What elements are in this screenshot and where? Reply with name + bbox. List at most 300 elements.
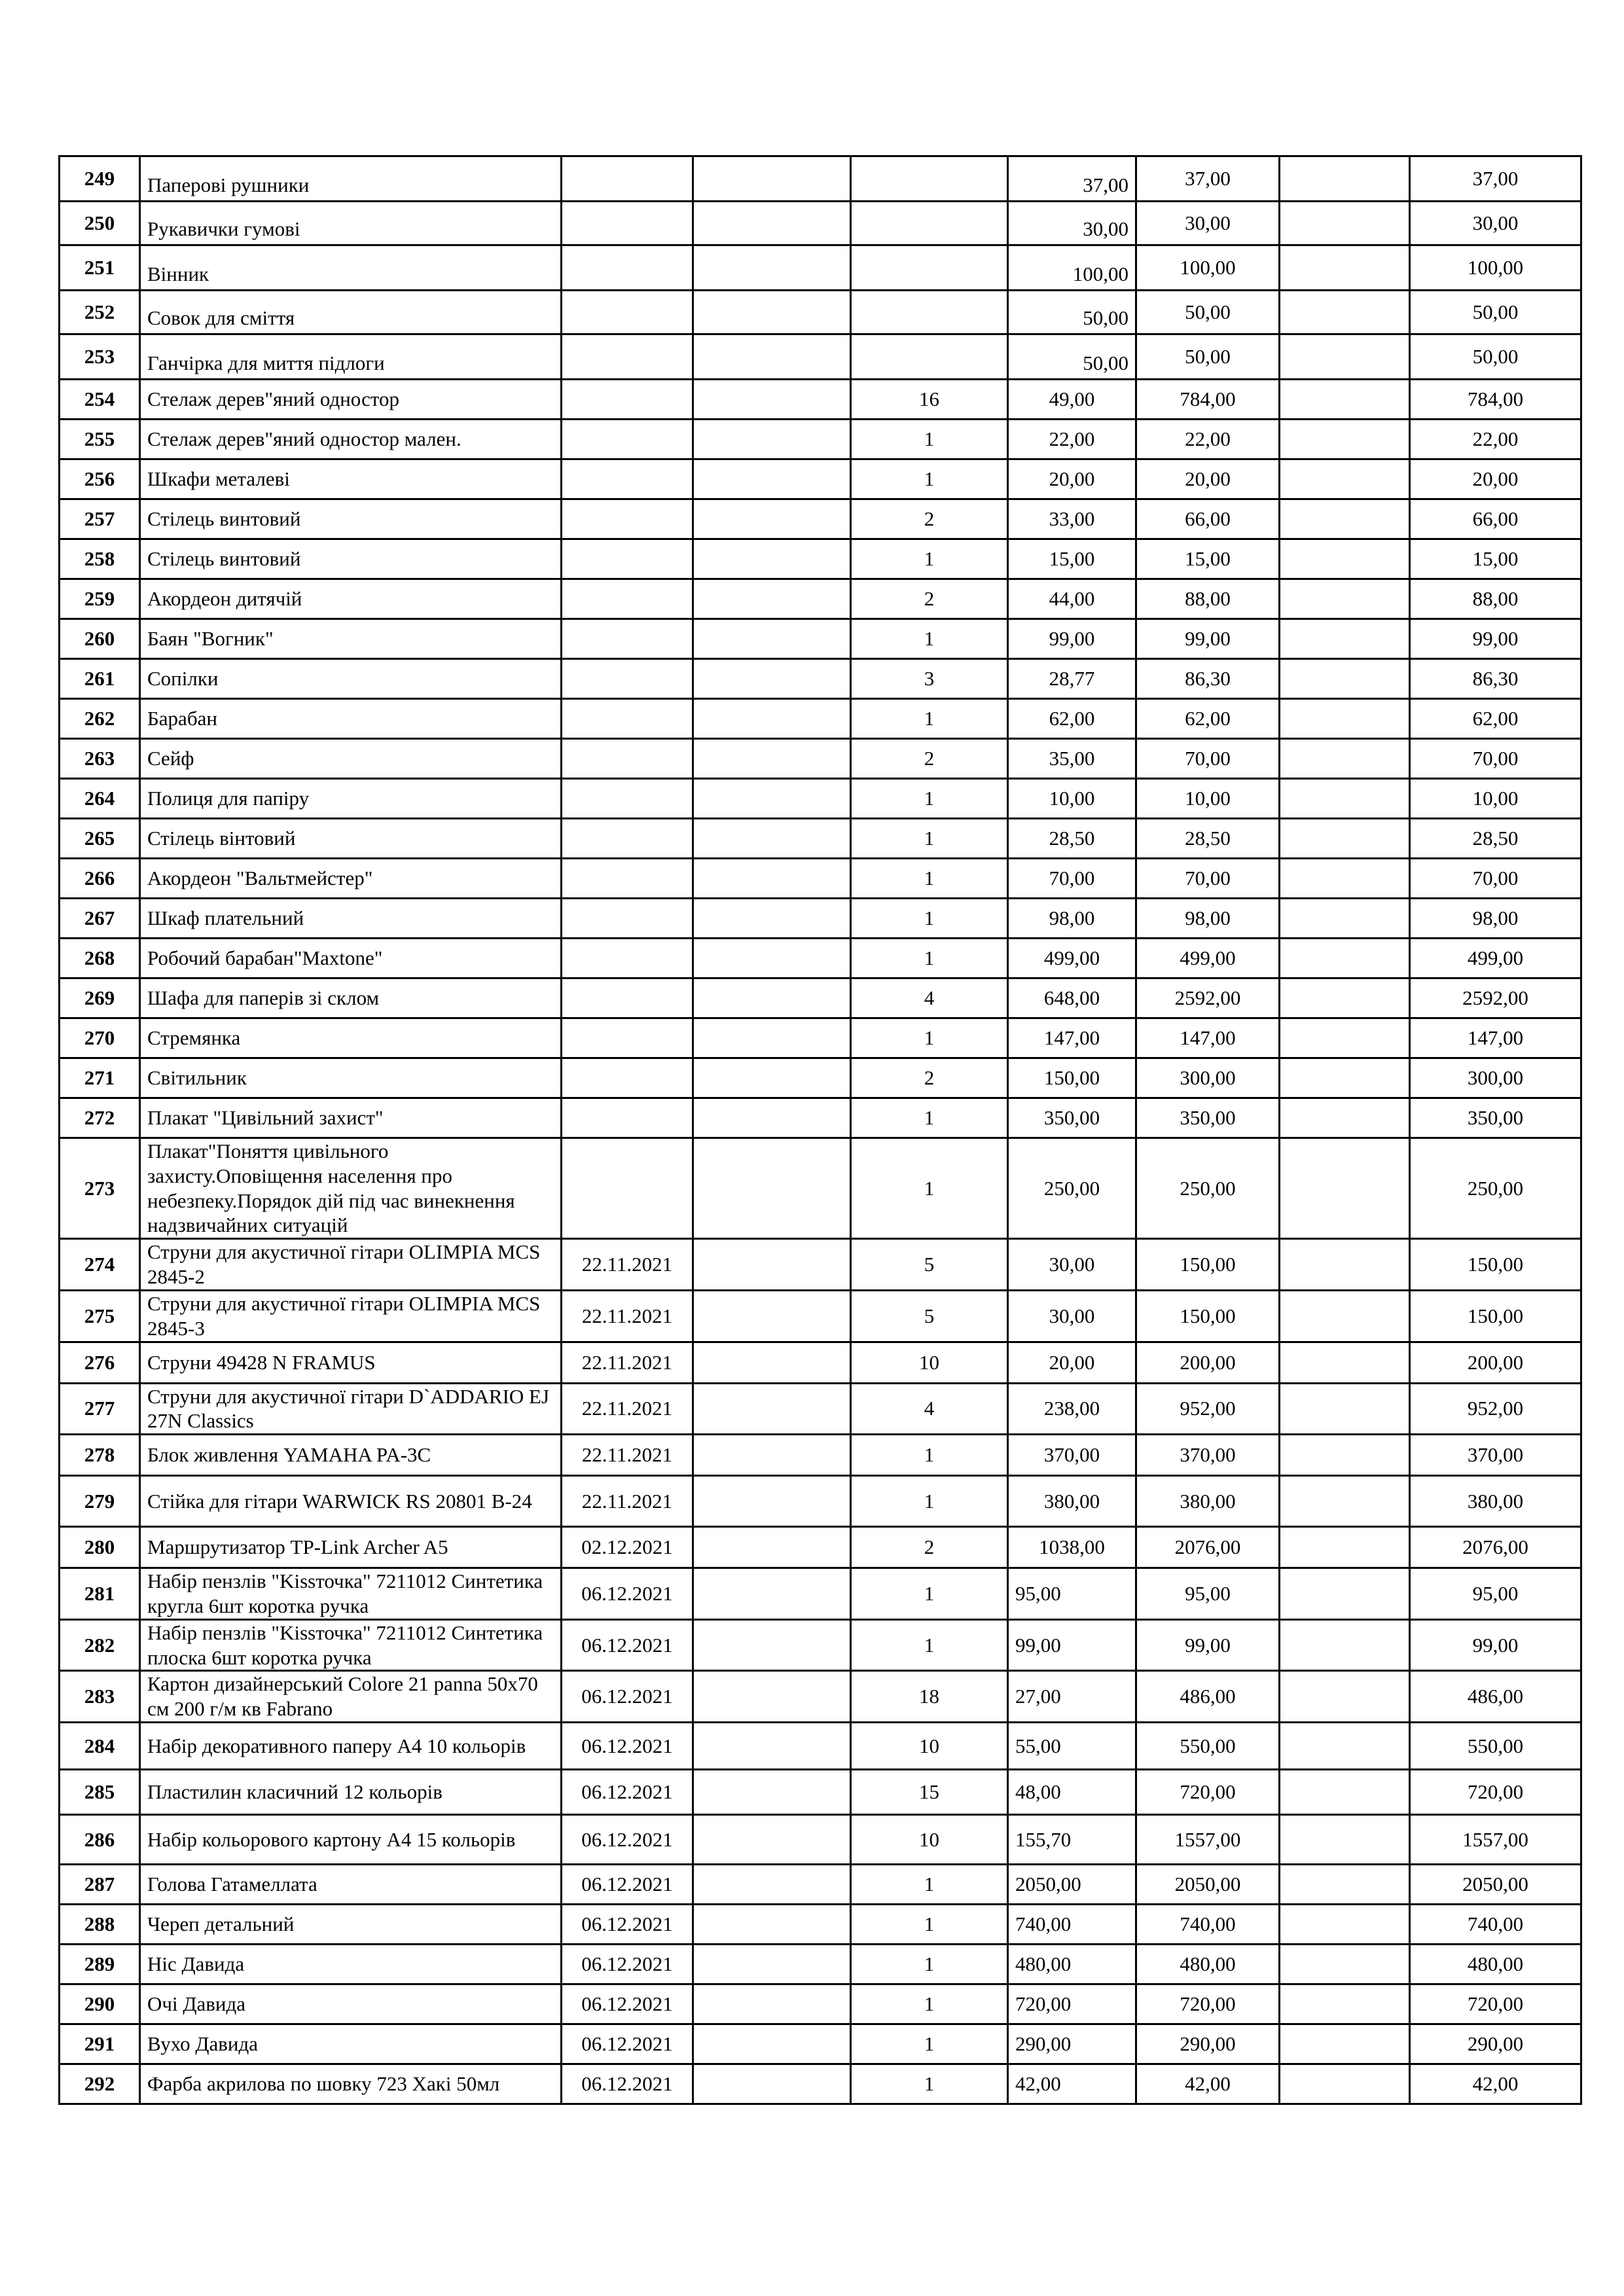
item-name: Стілець винтовий (140, 539, 562, 579)
empty-cell (693, 1058, 851, 1098)
unit-price: 100,00 (1008, 245, 1136, 291)
empty-cell (693, 739, 851, 779)
sum: 720,00 (1136, 1770, 1280, 1815)
empty-cell (1280, 819, 1410, 859)
unit-price: 30,00 (1008, 1239, 1136, 1291)
total: 70,00 (1410, 859, 1581, 899)
sum: 150,00 (1136, 1239, 1280, 1291)
table-row (60, 1342, 1581, 1383)
row-number: 265 (60, 819, 140, 859)
item-name: Маршрутизатор TP-Link Archer A5 (140, 1527, 562, 1568)
empty-cell (1280, 1723, 1410, 1770)
empty-cell (693, 1290, 851, 1342)
empty-cell (1280, 1568, 1410, 1620)
empty-cell (1280, 380, 1410, 420)
empty-cell (1280, 1435, 1410, 1476)
item-name: Стілець вінтовий (140, 819, 562, 859)
table-row (60, 1723, 1581, 1770)
date (562, 1058, 693, 1098)
empty-cell (1280, 1984, 1410, 2024)
quantity: 1 (851, 420, 1008, 459)
empty-cell (1280, 699, 1410, 739)
unit-price: 290,00 (1008, 2024, 1136, 2064)
item-name: Вінник (140, 245, 562, 291)
row-number: 283 (60, 1671, 140, 1723)
empty-cell (1280, 1098, 1410, 1138)
empty-cell (1280, 1815, 1410, 1865)
unit-price: 70,00 (1008, 859, 1136, 899)
unit-price: 95,00 (1008, 1568, 1136, 1620)
item-name: Совок для сміття (140, 291, 562, 334)
empty-cell (1280, 978, 1410, 1018)
unit-price: 50,00 (1008, 334, 1136, 380)
empty-cell (1280, 499, 1410, 539)
unit-price: 480,00 (1008, 1945, 1136, 1984)
quantity: 1 (851, 1568, 1008, 1620)
row-number: 264 (60, 779, 140, 819)
row-number: 252 (60, 291, 140, 334)
empty-cell (693, 539, 851, 579)
row-number: 276 (60, 1342, 140, 1383)
total: 2076,00 (1410, 1527, 1581, 1568)
empty-cell (693, 899, 851, 939)
item-name: Череп детальний (140, 1905, 562, 1945)
item-name: Вухо Давида (140, 2024, 562, 2064)
total: 150,00 (1410, 1290, 1581, 1342)
row-number: 266 (60, 859, 140, 899)
row-number: 288 (60, 1905, 140, 1945)
total: 147,00 (1410, 1018, 1581, 1058)
date: 06.12.2021 (562, 1945, 693, 1984)
sum: 250,00 (1136, 1138, 1280, 1239)
unit-price: 33,00 (1008, 499, 1136, 539)
quantity: 2 (851, 1527, 1008, 1568)
table-row (60, 380, 1581, 420)
empty-cell (1280, 420, 1410, 459)
total: 740,00 (1410, 1905, 1581, 1945)
date (562, 739, 693, 779)
sum: 290,00 (1136, 2024, 1280, 2064)
quantity: 4 (851, 978, 1008, 1018)
date (562, 245, 693, 291)
empty-cell (693, 1527, 851, 1568)
row-number: 271 (60, 1058, 140, 1098)
quantity: 1 (851, 1984, 1008, 2024)
unit-price: 15,00 (1008, 539, 1136, 579)
item-name: Робочий барабан"Maxtone" (140, 939, 562, 978)
item-name: Струни 49428 N FRAMUS (140, 1342, 562, 1383)
row-number: 261 (60, 659, 140, 699)
empty-cell (1280, 939, 1410, 978)
item-name: Стелаж дерев"яний одностор мален. (140, 420, 562, 459)
empty-cell (1280, 899, 1410, 939)
sum: 15,00 (1136, 539, 1280, 579)
total: 150,00 (1410, 1239, 1581, 1291)
quantity: 1 (851, 2024, 1008, 2064)
item-name: Барабан (140, 699, 562, 739)
row-number: 289 (60, 1945, 140, 1984)
total: 88,00 (1410, 579, 1581, 619)
row-number: 280 (60, 1527, 140, 1568)
empty-cell (693, 659, 851, 699)
sum: 300,00 (1136, 1058, 1280, 1098)
empty-cell (1280, 659, 1410, 699)
item-name: Акордеон "Вальтмейстер" (140, 859, 562, 899)
total: 952,00 (1410, 1383, 1581, 1435)
empty-cell (693, 1018, 851, 1058)
row-number: 278 (60, 1435, 140, 1476)
table-row (60, 1098, 1581, 1138)
empty-cell (693, 202, 851, 245)
quantity: 1 (851, 1098, 1008, 1138)
date: 06.12.2021 (562, 1815, 693, 1865)
empty-cell (693, 1098, 851, 1138)
row-number: 257 (60, 499, 140, 539)
row-number: 272 (60, 1098, 140, 1138)
empty-cell (693, 939, 851, 978)
sum: 37,00 (1136, 156, 1280, 202)
total: 99,00 (1410, 619, 1581, 659)
row-number: 260 (60, 619, 140, 659)
total: 50,00 (1410, 291, 1581, 334)
date (562, 659, 693, 699)
total: 20,00 (1410, 459, 1581, 499)
total: 70,00 (1410, 739, 1581, 779)
sum: 380,00 (1136, 1476, 1280, 1527)
table-row (60, 978, 1581, 1018)
quantity: 1 (851, 899, 1008, 939)
row-number: 273 (60, 1138, 140, 1239)
unit-price: 28,77 (1008, 659, 1136, 699)
unit-price: 37,00 (1008, 156, 1136, 202)
empty-cell (693, 1671, 851, 1723)
quantity (851, 202, 1008, 245)
row-number: 286 (60, 1815, 140, 1865)
empty-cell (693, 1723, 851, 1770)
date: 06.12.2021 (562, 1905, 693, 1945)
quantity: 10 (851, 1342, 1008, 1383)
empty-cell (1280, 1383, 1410, 1435)
item-name: Плакат "Цивільний захист" (140, 1098, 562, 1138)
empty-cell (693, 1945, 851, 1984)
quantity: 3 (851, 659, 1008, 699)
sum: 720,00 (1136, 1984, 1280, 2024)
date (562, 699, 693, 739)
total: 550,00 (1410, 1723, 1581, 1770)
sum: 70,00 (1136, 739, 1280, 779)
row-number: 254 (60, 380, 140, 420)
empty-cell (1280, 1018, 1410, 1058)
quantity: 10 (851, 1723, 1008, 1770)
table-row (60, 1905, 1581, 1945)
table-row (60, 739, 1581, 779)
total: 100,00 (1410, 245, 1581, 291)
quantity: 1 (851, 1905, 1008, 1945)
date: 22.11.2021 (562, 1476, 693, 1527)
row-number: 292 (60, 2064, 140, 2104)
quantity (851, 245, 1008, 291)
table-row (60, 619, 1581, 659)
item-name: Стійка для гітари WARWICK RS 20801 B-24 (140, 1476, 562, 1527)
total: 2050,00 (1410, 1865, 1581, 1905)
sum: 147,00 (1136, 1018, 1280, 1058)
empty-cell (693, 156, 851, 202)
item-name: Сейф (140, 739, 562, 779)
item-name: Пластилин класичний 12 кольорів (140, 1770, 562, 1815)
row-number: 290 (60, 1984, 140, 2024)
date: 22.11.2021 (562, 1239, 693, 1291)
item-name: Акордеон дитячій (140, 579, 562, 619)
date: 22.11.2021 (562, 1290, 693, 1342)
quantity: 1 (851, 1018, 1008, 1058)
sum: 499,00 (1136, 939, 1280, 978)
row-number: 253 (60, 334, 140, 380)
table-row (60, 1383, 1581, 1435)
date (562, 779, 693, 819)
empty-cell (1280, 291, 1410, 334)
item-name: Рукавички гумові (140, 202, 562, 245)
empty-cell (693, 1984, 851, 2024)
row-number: 259 (60, 579, 140, 619)
unit-price: 55,00 (1008, 1723, 1136, 1770)
total: 370,00 (1410, 1435, 1581, 1476)
empty-cell (1280, 1476, 1410, 1527)
empty-cell (693, 1138, 851, 1239)
total: 380,00 (1410, 1476, 1581, 1527)
table-row (60, 156, 1581, 202)
sum: 2592,00 (1136, 978, 1280, 1018)
row-number: 284 (60, 1723, 140, 1770)
total: 200,00 (1410, 1342, 1581, 1383)
empty-cell (1280, 619, 1410, 659)
quantity: 15 (851, 1770, 1008, 1815)
table-row (60, 1527, 1581, 1568)
sum: 2076,00 (1136, 1527, 1280, 1568)
sum: 100,00 (1136, 245, 1280, 291)
empty-cell (1280, 1619, 1410, 1671)
row-number: 262 (60, 699, 140, 739)
row-number: 285 (60, 1770, 140, 1815)
date: 06.12.2021 (562, 1984, 693, 2024)
unit-price: 22,00 (1008, 420, 1136, 459)
table-row (60, 499, 1581, 539)
table-row (60, 819, 1581, 859)
table-row (60, 779, 1581, 819)
unit-price: 155,70 (1008, 1815, 1136, 1865)
date: 22.11.2021 (562, 1435, 693, 1476)
total: 1557,00 (1410, 1815, 1581, 1865)
unit-price: 42,00 (1008, 2064, 1136, 2104)
empty-cell (693, 1435, 851, 1476)
total: 22,00 (1410, 420, 1581, 459)
total: 486,00 (1410, 1671, 1581, 1723)
unit-price: 30,00 (1008, 1290, 1136, 1342)
date: 06.12.2021 (562, 2024, 693, 2064)
empty-cell (1280, 156, 1410, 202)
unit-price: 2050,00 (1008, 1865, 1136, 1905)
quantity: 1 (851, 1435, 1008, 1476)
total: 42,00 (1410, 2064, 1581, 2104)
sum: 480,00 (1136, 1945, 1280, 1984)
quantity: 10 (851, 1815, 1008, 1865)
unit-price: 147,00 (1008, 1018, 1136, 1058)
sum: 1557,00 (1136, 1815, 1280, 1865)
date (562, 380, 693, 420)
row-number: 274 (60, 1239, 140, 1291)
table-row (60, 1058, 1581, 1098)
date (562, 539, 693, 579)
table-row (60, 859, 1581, 899)
total: 30,00 (1410, 202, 1581, 245)
item-name: Паперові рушники (140, 156, 562, 202)
table-row (60, 1815, 1581, 1865)
sum: 66,00 (1136, 499, 1280, 539)
empty-cell (1280, 1527, 1410, 1568)
item-name: Ніс Давида (140, 1945, 562, 1984)
sum: 30,00 (1136, 202, 1280, 245)
empty-cell (693, 1342, 851, 1383)
row-number: 267 (60, 899, 140, 939)
date: 06.12.2021 (562, 1671, 693, 1723)
empty-cell (1280, 2064, 1410, 2104)
empty-cell (693, 978, 851, 1018)
total: 10,00 (1410, 779, 1581, 819)
total: 86,30 (1410, 659, 1581, 699)
empty-cell (1280, 202, 1410, 245)
table-row (60, 1239, 1581, 1291)
row-number: 258 (60, 539, 140, 579)
sum: 99,00 (1136, 619, 1280, 659)
item-name: Набір кольорового картону А4 15 кольорів (140, 1815, 562, 1865)
quantity: 16 (851, 380, 1008, 420)
date (562, 859, 693, 899)
empty-cell (1280, 1058, 1410, 1098)
empty-cell (693, 245, 851, 291)
item-name: Струни для акустичної гітари OLIMPIA MCS 2845-3 (140, 1290, 562, 1342)
sum: 88,00 (1136, 579, 1280, 619)
total: 350,00 (1410, 1098, 1581, 1138)
quantity: 2 (851, 739, 1008, 779)
row-number: 255 (60, 420, 140, 459)
sum: 62,00 (1136, 699, 1280, 739)
total: 480,00 (1410, 1945, 1581, 1984)
date (562, 1098, 693, 1138)
unit-price: 380,00 (1008, 1476, 1136, 1527)
row-number: 256 (60, 459, 140, 499)
table-row (60, 459, 1581, 499)
sum: 20,00 (1136, 459, 1280, 499)
date (562, 978, 693, 1018)
date: 06.12.2021 (562, 1568, 693, 1620)
table-row (60, 1435, 1581, 1476)
empty-cell (1280, 1290, 1410, 1342)
empty-cell (1280, 1138, 1410, 1239)
table-row (60, 659, 1581, 699)
date (562, 291, 693, 334)
table-row (60, 539, 1581, 579)
quantity: 1 (851, 819, 1008, 859)
total: 499,00 (1410, 939, 1581, 978)
empty-cell (1280, 1865, 1410, 1905)
empty-cell (693, 1568, 851, 1620)
inventory-table-body (60, 156, 1581, 2104)
sum: 10,00 (1136, 779, 1280, 819)
row-number: 268 (60, 939, 140, 978)
row-number: 263 (60, 739, 140, 779)
unit-price: 150,00 (1008, 1058, 1136, 1098)
empty-cell (1280, 1905, 1410, 1945)
date: 06.12.2021 (562, 1723, 693, 1770)
table-row (60, 420, 1581, 459)
total: 250,00 (1410, 1138, 1581, 1239)
total: 50,00 (1410, 334, 1581, 380)
unit-price: 10,00 (1008, 779, 1136, 819)
empty-cell (1280, 1945, 1410, 1984)
unit-price: 648,00 (1008, 978, 1136, 1018)
table-row (60, 1770, 1581, 1815)
unit-price: 98,00 (1008, 899, 1136, 939)
table-row (60, 1476, 1581, 1527)
table-row (60, 1619, 1581, 1671)
item-name: Стелаж дерев"яний одностор (140, 380, 562, 420)
table-row (60, 1568, 1581, 1620)
date: 06.12.2021 (562, 1770, 693, 1815)
total: 720,00 (1410, 1770, 1581, 1815)
date: 06.12.2021 (562, 1865, 693, 1905)
unit-price: 370,00 (1008, 1435, 1136, 1476)
quantity: 2 (851, 499, 1008, 539)
total: 2592,00 (1410, 978, 1581, 1018)
quantity: 2 (851, 1058, 1008, 1098)
sum: 350,00 (1136, 1098, 1280, 1138)
date (562, 202, 693, 245)
unit-price: 1038,00 (1008, 1527, 1136, 1568)
unit-price: 499,00 (1008, 939, 1136, 978)
unit-price: 30,00 (1008, 202, 1136, 245)
quantity: 1 (851, 1138, 1008, 1239)
table-row (60, 291, 1581, 334)
table-row (60, 939, 1581, 978)
empty-cell (693, 699, 851, 739)
date (562, 939, 693, 978)
unit-price: 50,00 (1008, 291, 1136, 334)
empty-cell (693, 1815, 851, 1865)
quantity: 5 (851, 1290, 1008, 1342)
item-name: Струни для акустичної гітари OLIMPIA MCS 2845-2 (140, 1239, 562, 1291)
sum: 740,00 (1136, 1905, 1280, 1945)
date: 22.11.2021 (562, 1342, 693, 1383)
date (562, 459, 693, 499)
empty-cell (693, 380, 851, 420)
unit-price: 740,00 (1008, 1905, 1136, 1945)
date: 02.12.2021 (562, 1527, 693, 1568)
date: 22.11.2021 (562, 1383, 693, 1435)
sum: 370,00 (1136, 1435, 1280, 1476)
row-number: 250 (60, 202, 140, 245)
item-name: Блок живлення YAMAHA PA-3C (140, 1435, 562, 1476)
quantity (851, 334, 1008, 380)
date (562, 499, 693, 539)
sum: 200,00 (1136, 1342, 1280, 1383)
total: 300,00 (1410, 1058, 1581, 1098)
empty-cell (1280, 459, 1410, 499)
table-row (60, 245, 1581, 291)
quantity: 1 (851, 539, 1008, 579)
date (562, 1138, 693, 1239)
table-row (60, 579, 1581, 619)
quantity: 2 (851, 579, 1008, 619)
quantity (851, 291, 1008, 334)
